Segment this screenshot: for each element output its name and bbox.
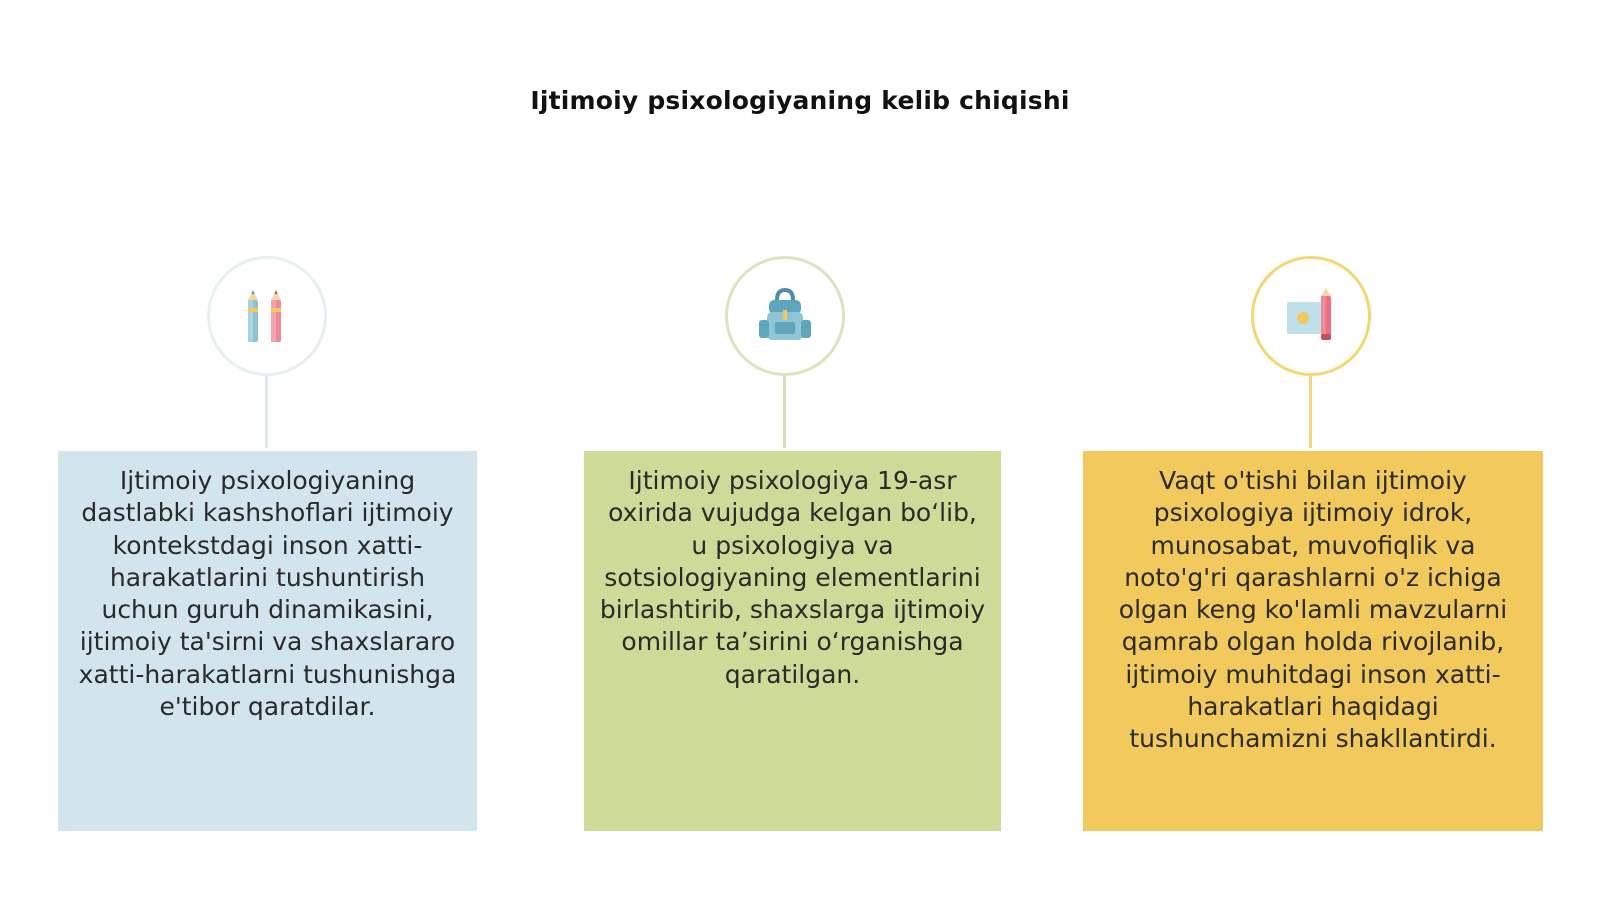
page-title: Ijtimoiy psixologiyaning kelib chiqishi (530, 86, 1070, 115)
connector-line-3 (1309, 376, 1312, 448)
info-card-1: Ijtimoiy psixologiyaning dastlabki kashshoflari ijtimoiy kontekstdagi inson xatti-harakatlarini tushuntirish uchun guruh dinamikasini, ijtimoiy ta'sirni va shaxslararo xatti-harakatlarni tushunishga e'tibor qaratdilar. (58, 451, 477, 831)
connector-line-1 (265, 376, 268, 448)
backpack-icon (755, 286, 815, 346)
pencils-icon (243, 286, 291, 346)
connector-line-2 (783, 376, 786, 448)
icon-circle-2 (725, 256, 845, 376)
drawing-icon (1281, 286, 1341, 346)
info-card-2: Ijtimoiy psixologiya 19-asr oxirida vujudga kelgan boʻlib, u psixologiya va sotsiologiyaning elementlarini birlashtirib, shaxslarga ijtimoiy omillar taʼsirini oʻrganishga qaratilgan. (584, 451, 1001, 831)
icon-circle-3 (1251, 256, 1371, 376)
info-card-3: Vaqt o'tishi bilan ijtimoiy psixologiya ijtimoiy idrok, munosabat, muvofiqlik va noto'g'ri qarashlarni o'z ichiga olgan keng ko'lamli mavzularni qamrab olgan holda rivojlanib, ijtimoiy muhitdagi inson xatti-harakatlari haqidagi tushunchamizni shakllantirdi. (1083, 451, 1543, 831)
icon-circle-1 (207, 256, 327, 376)
